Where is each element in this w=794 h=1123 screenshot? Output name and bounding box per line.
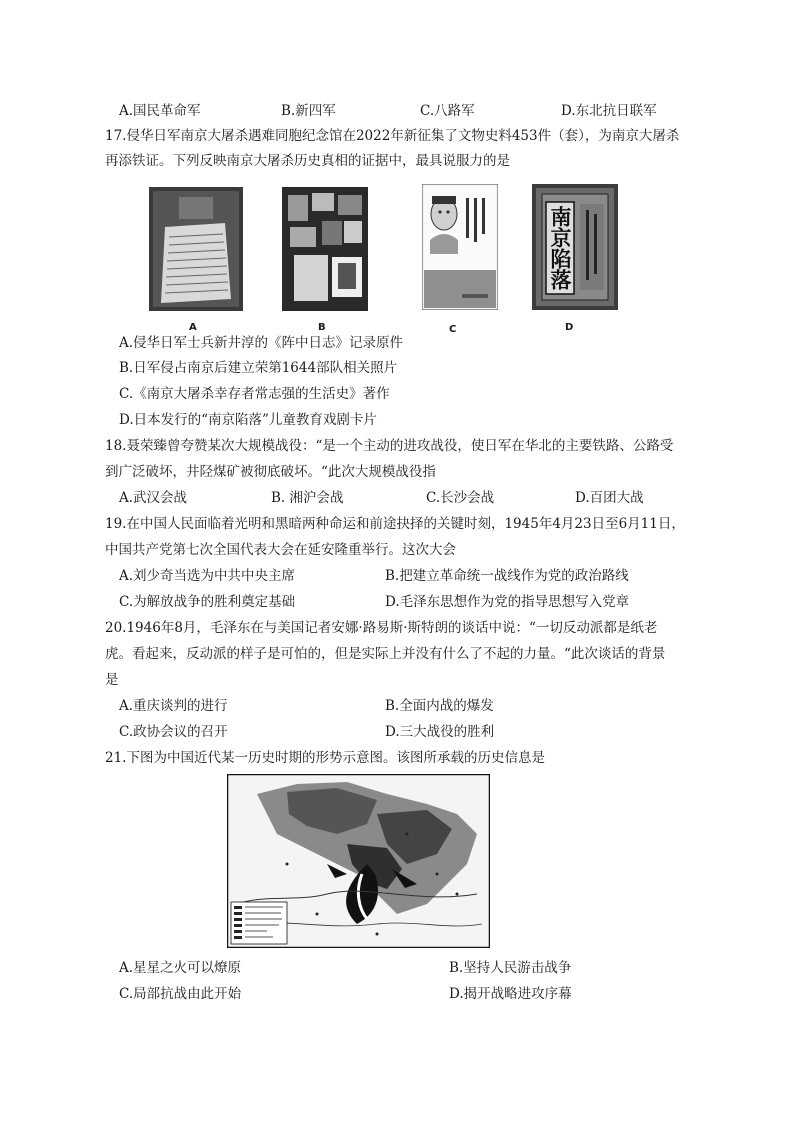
q20-option-c: C.政协会议的召开 xyxy=(119,724,228,740)
q20-stem-line3: 是 xyxy=(105,672,119,688)
q16-option-a: A.国民革命军 xyxy=(119,103,201,119)
q19-stem-line2: 中国共产党第七次全国代表大会在延安隆重举行。这次大会 xyxy=(105,542,456,558)
q19-option-d: D.毛泽东思想作为党的指导思想写入党章 xyxy=(385,594,630,610)
q19-option-b: B.把建立革命统一战线作为党的政治路线 xyxy=(385,568,629,584)
q20-stem-line1: 20.1946年8月，毛泽东在与美国记者安娜·路易斯·斯特朗的谈话中说：“一切反动派都是纸老 xyxy=(105,620,658,636)
q17-option-c: C.《南京大屠杀幸存者常志强的生活史》著作 xyxy=(119,386,390,402)
q17-image-a-label: A xyxy=(189,322,197,333)
q18-option-c: C.长沙会战 xyxy=(426,490,495,506)
q21-situation-map xyxy=(227,774,490,948)
q17-image-d-label: D xyxy=(565,322,574,333)
q20-option-b: B.全面内战的爆发 xyxy=(385,698,494,714)
q21-stem-line1: 21.下图为中国近代某一历史时期的形势示意图。该图所承载的历史信息是 xyxy=(105,750,545,766)
q18-option-b: B. 湘沪会战 xyxy=(271,490,344,506)
q17-image-c-book xyxy=(422,184,498,310)
q21-option-b: B.坚持人民游击战争 xyxy=(449,960,572,976)
q20-stem-line2: 虎。看起来，反动派的样子是可怕的，但是实际上并没有什么了不起的力量。“此次谈话的背景 xyxy=(105,646,666,662)
q21-option-c: C.局部抗战由此开始 xyxy=(119,986,242,1002)
q16-option-c: C.八路军 xyxy=(420,103,475,119)
q18-option-d: D.百团大战 xyxy=(575,490,644,506)
q16-option-b: B.新四军 xyxy=(281,103,336,119)
q16-option-d: D.东北抗日联军 xyxy=(561,103,657,119)
q17-option-d: D.日本发行的“南京陷落”儿童教育戏剧卡片 xyxy=(119,412,377,428)
q17-option-a: A.侵华日军士兵新井淳的《阵中日志》记录原件 xyxy=(119,335,404,351)
q20-option-d: D.三大战役的胜利 xyxy=(385,724,495,740)
q21-option-a: A.星星之火可以燎原 xyxy=(119,960,242,976)
q17-image-a-diary xyxy=(149,187,243,311)
q19-stem-line1: 19.在中国人民面临着光明和黑暗两种命运和前途抉择的关键时刻，1945年4月23日至6月11日， xyxy=(105,516,685,532)
q17-image-b-photos xyxy=(282,187,368,311)
q17-stem-line2: 再添铁证。下列反映南京大屠杀历史真相的证据中，最具说服力的是 xyxy=(105,153,510,169)
q17-stem-line1: 17.侵华日军南京大屠杀遇难同胞纪念馆在2022年新征集了文物史料453件（套），为南京大屠杀 xyxy=(105,128,680,144)
q17-image-d-book xyxy=(532,184,618,310)
q18-stem-line1: 18.聂荣臻曾夸赞某次大规模战役：“是一个主动的进攻战役，使日军在华北的主要铁路、公路受 xyxy=(105,438,674,454)
q17-image-c-label: C xyxy=(449,324,457,335)
q17-image-b-label: B xyxy=(318,322,326,333)
q21-option-d: D.揭开战略进攻序幕 xyxy=(449,986,572,1002)
q20-option-a: A.重庆谈判的进行 xyxy=(119,698,228,714)
q17-image-d-book-title: 南京陷落 xyxy=(548,206,572,290)
q18-stem-line2: 到广泛破坏，井陉煤矿被彻底破坏。“此次大规模战役指 xyxy=(105,464,436,480)
q17-option-b: B.日军侵占南京后建立荣第1644部队相关照片 xyxy=(119,360,398,376)
q19-option-c: C.为解放战争的胜利奠定基础 xyxy=(119,594,296,610)
q18-option-a: A.武汉会战 xyxy=(119,490,188,506)
q19-option-a: A.刘少奇当选为中共中央主席 xyxy=(119,568,296,584)
